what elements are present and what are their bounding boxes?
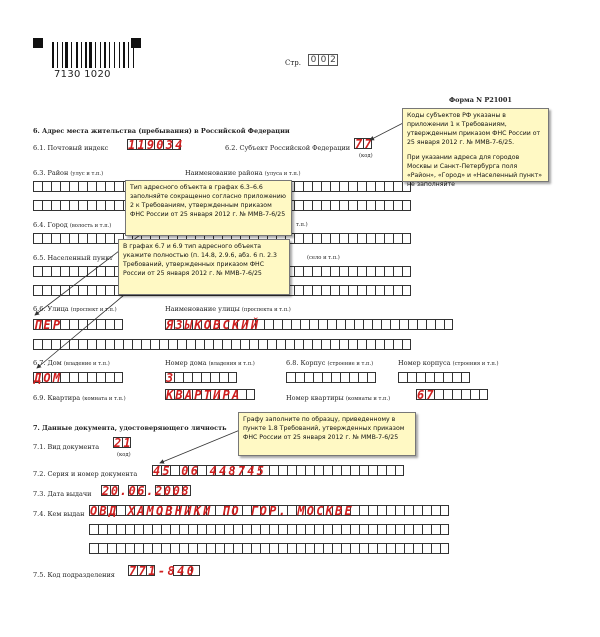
street-label: 6.6. Улица (проспект и т.п.) — [33, 305, 117, 313]
settlement-name-sub: (село и т.п.) — [307, 255, 340, 261]
corpus-no-label: Номер корпуса (строения и т.п.) — [398, 359, 499, 367]
unit-code-label: 7.5. Код подразделения — [33, 571, 115, 579]
region-value: 77 — [355, 137, 374, 151]
house-type-value: ДОМ — [34, 371, 63, 385]
note-region-codes — [402, 108, 549, 188]
section6-heading: 6. Адрес места жительства (пребывания) в Российской Федерации — [33, 127, 290, 135]
note-address-abbrev: Тип адресного объекта в графах 6.3–6.6 заполняйте сокращенно согласно приложению 2 к Требованиям, утвержденным приказом ФНС России от 25 января 2012 г. № ММВ-7-6/25 — [125, 180, 292, 236]
form-title: Форма N P21001 — [449, 96, 512, 104]
corpus-label: 6.8. Корпус (строение и т.п.) — [286, 359, 374, 367]
city-label: 6.4. Город (волость и т.п.) — [33, 221, 112, 229]
note-1-para-2: При указании адреса для городов Москвы и Санкт-Петербурга поля «Район», «Город» и «Населенный пункт» не заполняйте — [407, 153, 543, 188]
issuer-label: 7.4. Кем выдан — [33, 510, 85, 518]
flat-type-value: КВАРТИРА — [166, 388, 242, 402]
house-no-label: Номер дома (владения и т.п.) — [165, 359, 255, 367]
barcode-number: 7130 1020 — [54, 69, 111, 80]
note-4-arrow — [160, 430, 240, 463]
date-label: 7.3. Дата выдачи — [33, 490, 92, 498]
street-type-value: ПЕР — [34, 318, 63, 332]
flat-label: 6.9. Квартира (комната и т.п.) — [33, 394, 126, 402]
series-label: 7.2. Серия и номер документа — [33, 470, 138, 478]
city-name-sub: т.п.) — [296, 222, 308, 228]
page-label: Стр. — [285, 59, 301, 67]
note-issuer-sample: Графу заполните по образцу, приведенному в пункте 1.8 Требований, утвержденных приказом ФНС России от 25 января 2012 г. № ММВ-7-6/25 — [238, 412, 416, 456]
note-address-full: В графах 6.7 и 6.9 тип адресного объекта укажите полностью (п. 14.8, 2.9.6, абз. 6 п. 2.3 Требований, утвержденных приказом ФНС России от 25 января 2012 г. № ММВ-7-6/25 — [118, 239, 290, 295]
district-label: 6.3. Район (улус и т.п.) — [33, 169, 104, 177]
district-name-label: Наименование района (улуса и т.п.) — [185, 169, 301, 177]
page-digit: 0 — [308, 54, 318, 66]
unit-code-value: 771-840 — [129, 564, 197, 578]
page-digit: 0 — [318, 54, 328, 66]
postal-label: 6.1. Почтовый индекс — [33, 144, 109, 152]
doctype-code-caption: (код) — [117, 452, 131, 458]
section7-heading: 7. Данные документа, удостоверяющего личность — [33, 424, 227, 432]
doctype-value: 21 — [114, 436, 133, 450]
postal-value: 119034 — [128, 138, 185, 152]
series-value: 45 06 448745 — [153, 464, 267, 478]
settlement-label: 6.5. Населенный пункт — [33, 254, 113, 262]
flat-no-label: Номер квартиры (комнаты и т.п.) — [286, 394, 391, 402]
flat-no-value: 67 — [417, 388, 436, 402]
note-1-para-1: Коды субъектов РФ указаны в приложении 1 к Требованиям, утвержденным приказом ФНС России от 25 января 2012 г. № ММВ-7-6/25. — [407, 112, 541, 146]
house-label: 6.7. Дом (владение и т.п.) — [33, 359, 110, 367]
issuer-value: ОВД ХАМОВНИКИ ПО ГОР. МОСКВЕ — [90, 504, 354, 518]
note-3-arrow — [37, 290, 130, 368]
doctype-label: 7.1. Вид документа — [33, 443, 100, 451]
note-1-arrow — [370, 122, 405, 140]
region-label: 6.2. Субъект Российской Федерации — [225, 144, 351, 152]
date-value: 20.06.2008 — [102, 484, 191, 498]
street-name-value: ЯЗЫКОВСКИЙ — [166, 318, 261, 332]
region-code-caption: (код) — [359, 153, 373, 159]
house-no-value: 3 — [166, 371, 176, 385]
page-digit: 2 — [328, 54, 338, 66]
street-name-label: Наименование улицы (проспекта и т.п.) — [165, 305, 291, 313]
